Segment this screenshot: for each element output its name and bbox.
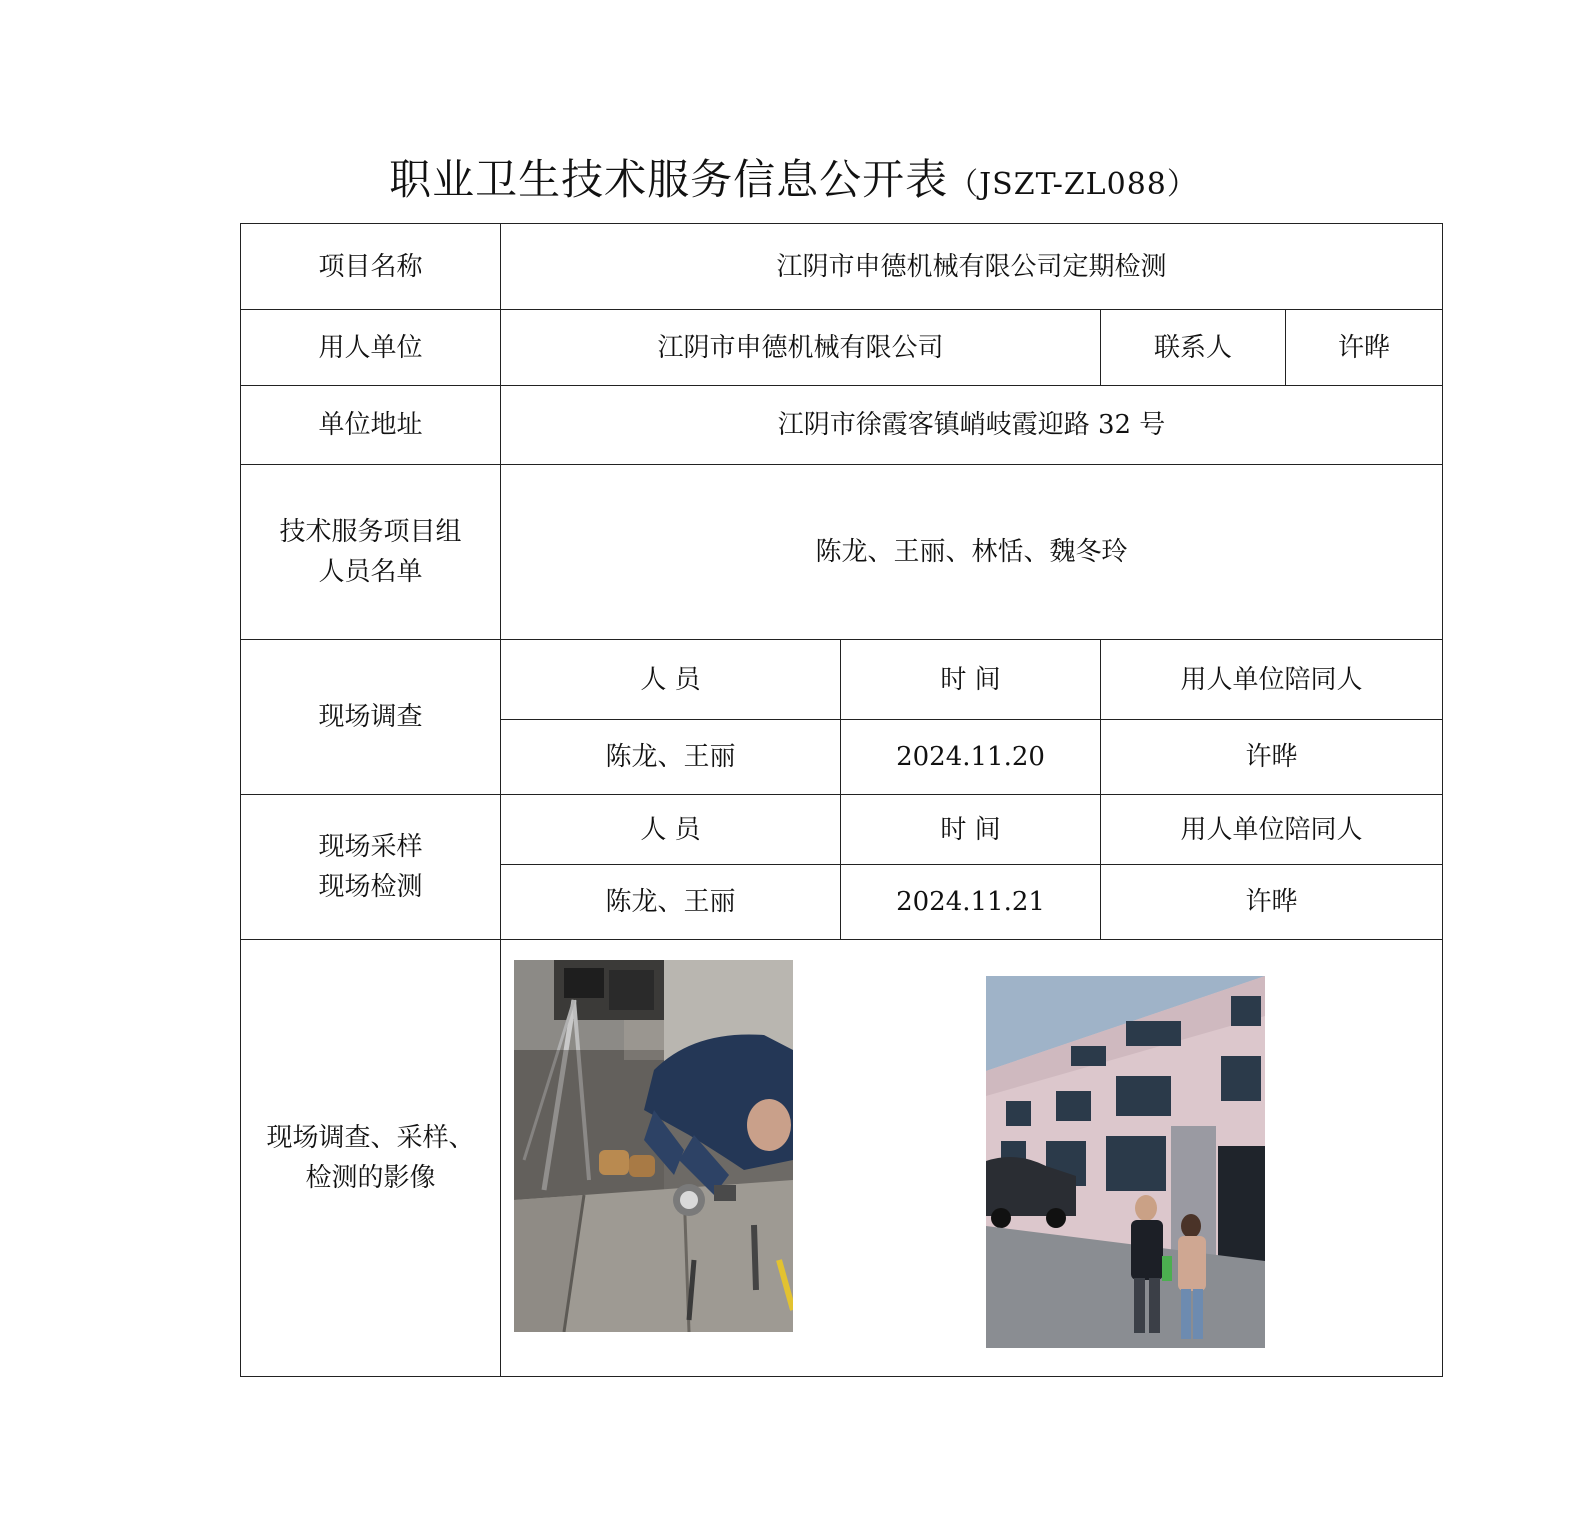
row-sampling-header bbox=[241, 795, 1443, 865]
row-employer bbox=[241, 310, 1443, 386]
factory-building-photo bbox=[986, 976, 1265, 1348]
sampling-label-line2: 现场检测 bbox=[318, 872, 423, 902]
survey-header-escort: 用人单位陪同人 bbox=[1101, 640, 1443, 720]
row-team bbox=[241, 465, 1443, 640]
sampling-label bbox=[241, 795, 501, 940]
sampling-header-personnel: 人 员 bbox=[501, 795, 841, 865]
sampling-header-escort: 用人单位陪同人 bbox=[1101, 795, 1443, 865]
survey-header-time: 时 间 bbox=[841, 640, 1101, 720]
sampling-escort: 许晔 bbox=[1101, 865, 1443, 940]
worker-grinding-photo bbox=[514, 960, 793, 1332]
team-label-line1: 技术服务项目组 bbox=[279, 517, 462, 547]
images-label bbox=[241, 940, 501, 1377]
sampling-time: 2024.11.21 bbox=[841, 865, 1101, 940]
document-code: （JSZT-ZL088） bbox=[948, 167, 1198, 202]
title-text: 职业卫生技术服务信息公开表 bbox=[389, 155, 949, 204]
sampling-label-line1: 现场采样 bbox=[318, 832, 423, 862]
row-survey-header bbox=[241, 640, 1443, 720]
row-project bbox=[241, 224, 1443, 310]
employer-value: 江阴市申德机械有限公司 bbox=[501, 310, 1101, 386]
sampling-personnel: 陈龙、王丽 bbox=[501, 865, 841, 940]
survey-label: 现场调查 bbox=[241, 640, 501, 795]
survey-personnel: 陈龙、王丽 bbox=[501, 720, 841, 795]
employer-label: 用人单位 bbox=[241, 310, 501, 386]
contact-label: 联系人 bbox=[1101, 310, 1286, 386]
survey-header-personnel: 人 员 bbox=[501, 640, 841, 720]
address-value: 江阴市徐霞客镇峭岐霞迎路 32 号 bbox=[501, 386, 1443, 465]
row-address bbox=[241, 386, 1443, 465]
project-value: 江阴市申德机械有限公司定期检测 bbox=[501, 224, 1443, 310]
document-title bbox=[0, 150, 1587, 215]
sampling-header-time: 时 间 bbox=[841, 795, 1101, 865]
images-label-line2: 检测的影像 bbox=[305, 1163, 436, 1193]
team-value: 陈龙、王丽、林恬、魏冬玲 bbox=[501, 465, 1443, 640]
team-label bbox=[241, 465, 501, 640]
team-label-line2: 人员名单 bbox=[318, 557, 423, 587]
survey-escort: 许晔 bbox=[1101, 720, 1443, 795]
project-label: 项目名称 bbox=[241, 224, 501, 310]
contact-value: 许晔 bbox=[1286, 310, 1443, 386]
address-label: 单位地址 bbox=[241, 386, 501, 465]
images-label-line1: 现场调查、采样、 bbox=[266, 1123, 475, 1153]
survey-time: 2024.11.20 bbox=[841, 720, 1101, 795]
